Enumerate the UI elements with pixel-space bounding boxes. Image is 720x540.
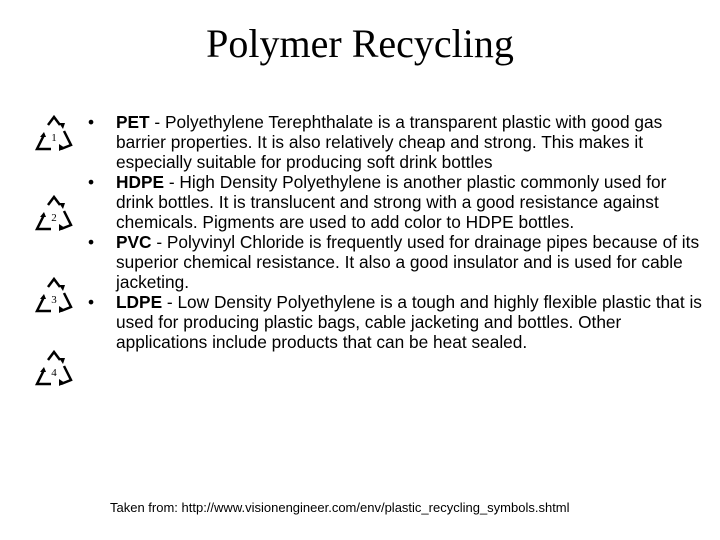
slide-title: Polymer Recycling (206, 21, 514, 66)
bullet-item-pvc (88, 232, 708, 292)
bullet-text: - Polyethylene Terephthalate is a transparent plastic with good gas barrier properties. It is also relatively cheap and strong. This makes it especially suitable for producing soft drink bottles (116, 112, 663, 172)
recycling-code-4-icon (34, 348, 74, 388)
source-citation: Taken from: http://www.visionengineer.com/env/plastic_recycling_symbols.shtml (110, 500, 570, 515)
recycling-code-2-icon (34, 193, 74, 233)
bullet-term: HDPE (116, 172, 165, 192)
bullet-text: - Polyvinyl Chloride is frequently used for drainage pipes because of its superior chemical resistance. It also a good insulator and is used for cable jacketing. (116, 232, 700, 292)
recycling-code-2-number: 2 (51, 212, 57, 224)
recycling-code-3-number: 3 (51, 294, 57, 306)
recycling-code-1-number: 1 (51, 132, 57, 144)
bullet-item-pet (88, 112, 708, 172)
bullet-term: PVC (116, 232, 152, 252)
bullet-text: - High Density Polyethylene is another plastic commonly used for drink bottles. It is translucent and strong with a good resistance against chemicals. Pigments are used to add color to HDPE bottles. (116, 172, 667, 232)
bullet-item-hdpe (88, 172, 708, 232)
recycling-code-3-icon (34, 275, 74, 315)
bullet-mark: • (88, 292, 95, 312)
bullet-mark: • (88, 232, 95, 252)
bullet-term: PET (116, 112, 150, 132)
bullet-mark: • (88, 112, 95, 132)
bullet-item-ldpe (88, 292, 708, 352)
recycling-code-1-icon (34, 113, 74, 153)
bullet-text: - Low Density Polyethylene is a tough and highly flexible plastic that is used for producing plastic bags, cable jacketing and bottles. Other applications include products that can be heat sealed. (116, 292, 702, 352)
bullet-list (88, 112, 708, 352)
bullet-term: LDPE (116, 292, 163, 312)
recycling-code-4-number: 4 (51, 367, 57, 379)
bullet-mark: • (88, 172, 95, 192)
